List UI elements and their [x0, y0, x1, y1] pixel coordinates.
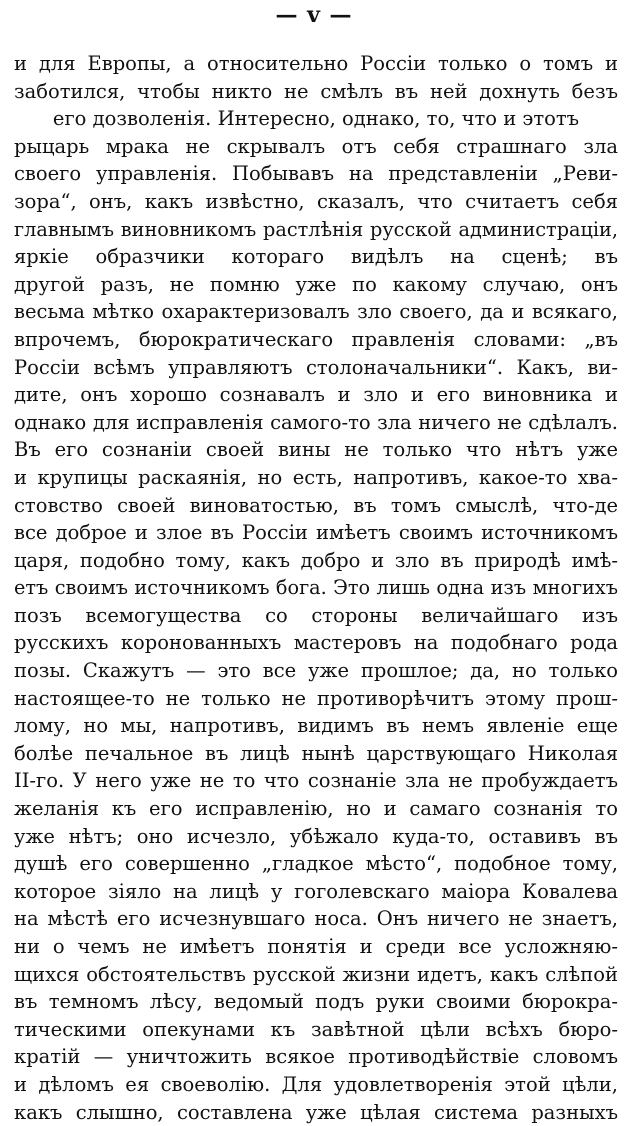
text-line: весьма мѣтко охарактеризовалъ зло своего, да и всякаго,	[14, 300, 618, 324]
text-line: кратій — уничтожить всякое противодѣйствіе словомъ	[14, 1045, 618, 1069]
text-line: болѣе печальное въ лицѣ нынѣ царствующаго Николая	[14, 741, 618, 765]
text-line: и для Европы, а относительно Россіи только о томъ и	[14, 52, 618, 75]
text-line: заботился, чтобы никто не смѣлъ въ ней дохнуть безъ	[14, 79, 618, 103]
page-number-header: — v —	[275, 2, 353, 28]
text-line: русскихъ коронованныхъ мастеровъ на подобнаго рода	[14, 631, 618, 655]
text-line: щихся обстоятельствъ русской жизни идетъ, какъ слѣпой	[14, 962, 618, 986]
text-line: какъ слышно, составлена уже цѣлая система разныхъ	[14, 1100, 618, 1124]
text-line: и крупицы раскаянія, но есть, напротивъ, какое-то хва-	[14, 465, 618, 489]
text-line: и дѣломъ ея своеволію. Для удовлетворенія этой цѣли,	[14, 1072, 618, 1096]
text-line: стовство своей виноватостью, въ томъ смыслѣ, что-де	[14, 493, 618, 517]
text-line: Въ его сознаніи своей вины не только что нѣтъ уже	[14, 438, 618, 462]
text-line: уже нѣтъ; оно исчезло, убѣжало куда-то, оставивъ въ	[14, 824, 618, 848]
text-line: рыцарь мрака не скрывалъ отъ себя страшнаго зла	[14, 134, 618, 158]
text-line: етъ своимъ источникомъ бога. Это лишь одна изъ многихъ	[14, 576, 618, 600]
text-line: которое зіяло на лицѣ у гоголевскаго маіора Ковалева	[14, 879, 618, 903]
text-line: Россіи всѣмъ управляютъ столоначальники“. Какъ, ви-	[14, 355, 618, 379]
text-line: зора“, онъ, какъ извѣстно, сказалъ, что считаетъ себя	[14, 189, 618, 213]
text-line: позъ всемогущества со стороны величайшаго изъ	[14, 603, 618, 627]
text-line: яркіе образчики котораго видѣлъ на сценѣ; въ	[14, 245, 618, 269]
text-line: его дозволенія. Интересно, однако, то, что и этотъ	[52, 107, 580, 131]
text-line: главнымъ виновникомъ растлѣнія русской администраціи,	[14, 217, 618, 241]
text-line: настоящее-то не только не противорѣчитъ этому прош-	[14, 686, 618, 710]
text-line: желанія къ его исправленію, но и самаго сознанія то	[14, 797, 618, 821]
text-line: тическими опекунами къ завѣтной цѣли всѣхъ бюро-	[14, 1017, 618, 1041]
text-line: дите, онъ хорошо сознавалъ и зло и его виновника и	[14, 383, 618, 407]
text-line: II-го. У него уже не то что сознаніе зла не пробуждаетъ	[14, 769, 618, 793]
text-line: лому, но мы, напротивъ, видимъ въ немъ явленіе еще	[14, 714, 618, 738]
text-line: все доброе и злое въ Россіи имѣетъ своимъ источникомъ	[14, 521, 618, 545]
text-line: позы. Скажутъ — это все уже прошлое; да, но только	[14, 659, 618, 683]
text-line: другой разъ, не помню уже по какому случаю, онъ	[14, 272, 618, 296]
body-text	[14, 50, 618, 1126]
text-line: на мѣстѣ его исчезнувшаго носа. Онъ ничего не знаетъ,	[14, 907, 618, 931]
text-line: царя, подобно тому, какъ добро и зло въ природѣ имѣ-	[14, 548, 618, 572]
text-line: однако для исправленія самого-то зла ничего не сдѣлалъ.	[14, 410, 618, 434]
text-line: ни о чемъ не имѣетъ понятія и среди все усложняю-	[14, 935, 618, 958]
text-line: душѣ его совершенно „гладкое мѣсто“, подобное тому,	[14, 852, 618, 876]
text-line: впрочемъ, бюрократическаго правленія словами: „въ	[14, 327, 618, 351]
text-line: въ темномъ лѣсу, ведомый подъ руки своими бюрокра-	[14, 990, 618, 1014]
text-line: своего управленія. Побывавъ на представленіи „Реви-	[14, 162, 618, 186]
